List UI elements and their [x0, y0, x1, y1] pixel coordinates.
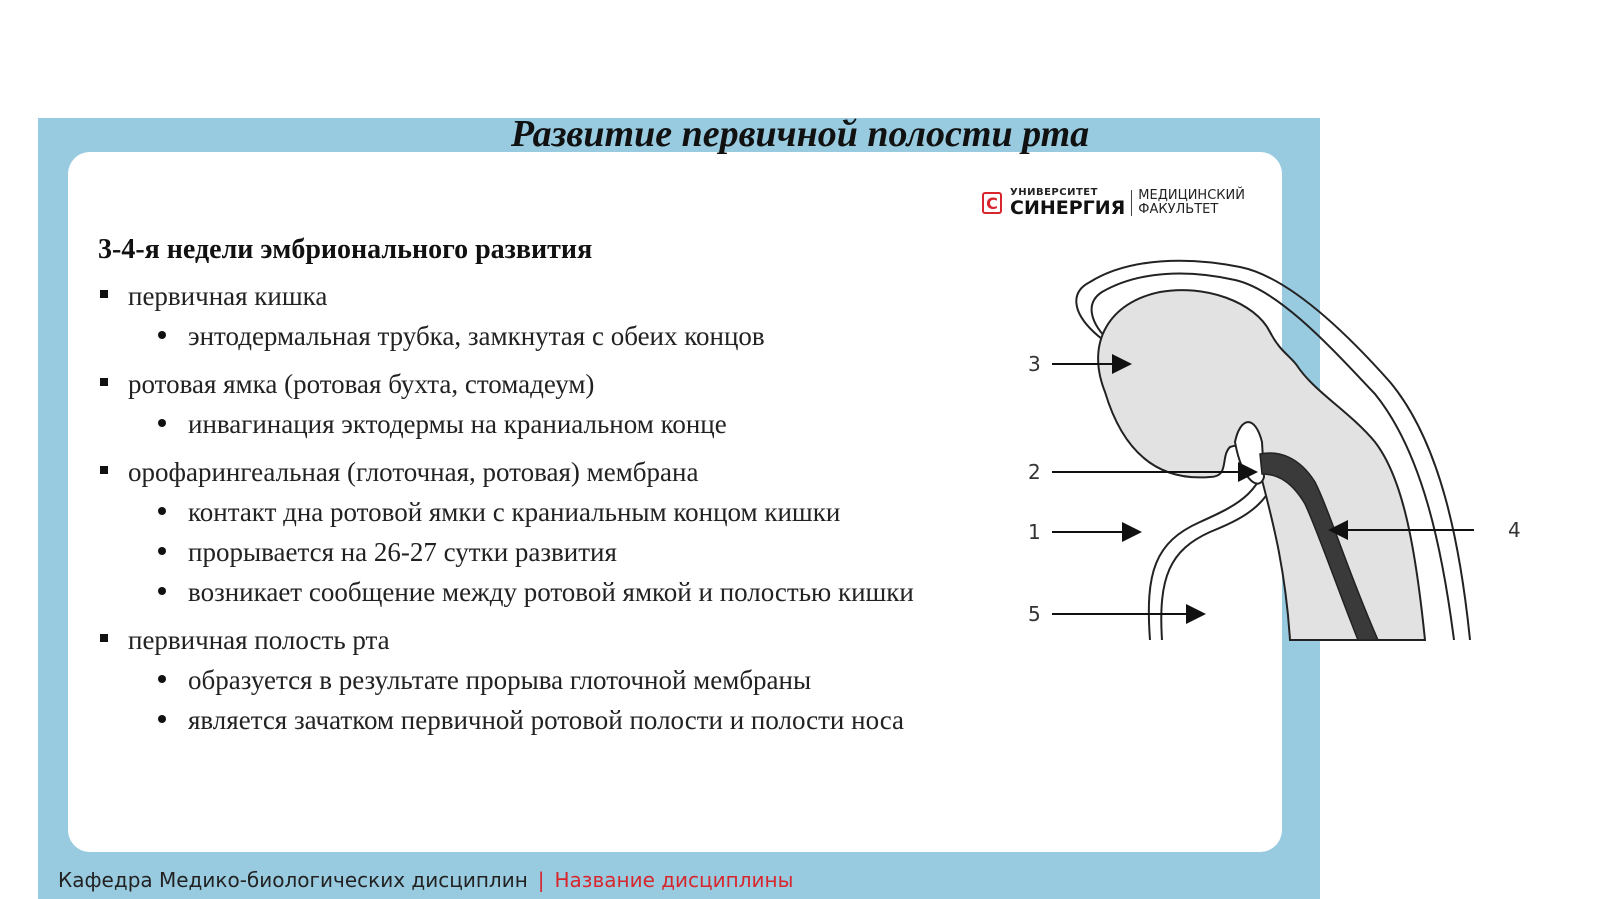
round-bullet-icon — [158, 507, 166, 515]
list-item: первичная полость рта — [98, 620, 1018, 660]
sub-list-item: прорывается на 26-27 сутки развития — [98, 532, 1018, 572]
logo-left-text — [1010, 188, 1125, 218]
footer-discipline: Название дисциплины — [554, 868, 794, 892]
round-bullet-icon — [158, 331, 166, 339]
footer-department: Кафедра Медико-биологических дисциплин — [58, 868, 528, 892]
logo-right-text — [1138, 189, 1245, 216]
slide-content — [98, 234, 1018, 740]
university-logo — [982, 188, 1245, 218]
logo-right2: ФАКУЛЬТЕТ — [1138, 202, 1219, 217]
logo-line2: СИНЕРГИЯ — [1010, 197, 1126, 219]
round-bullet-icon — [158, 715, 166, 723]
embryo-diagram — [1030, 242, 1550, 662]
sub-list-item: является зачатком первичной ротовой полости и полости носа — [98, 700, 1018, 740]
logo-mark-icon: С — [982, 192, 1002, 214]
round-bullet-icon — [158, 587, 166, 595]
list-item: ротовая ямка (ротовая бухта, стомадеум) — [98, 364, 1018, 404]
square-bullet-icon — [100, 466, 108, 474]
label-3: 3 — [1028, 352, 1041, 376]
slide-title: Развитие первичной полости рта — [510, 113, 1090, 155]
round-bullet-icon — [158, 675, 166, 683]
sub-list-item: энтодермальная трубка, замкнутая с обеих концов — [98, 316, 1018, 356]
square-bullet-icon — [100, 634, 108, 642]
list-item: орофарингеальная (глоточная, ротовая) мембрана — [98, 452, 1018, 492]
round-bullet-icon — [158, 419, 166, 427]
slide-footer — [58, 868, 793, 892]
list-item: первичная кишка — [98, 276, 1018, 316]
logo-line1: УНИВЕРСИТЕТ — [1010, 187, 1098, 198]
label-5: 5 — [1028, 602, 1041, 626]
label-2: 2 — [1028, 460, 1041, 484]
logo-separator — [1131, 190, 1132, 216]
label-4: 4 — [1508, 518, 1521, 542]
sub-list-item: инвагинация эктодермы на краниальном конце — [98, 404, 1018, 444]
sub-list-item: образуется в результате прорыва глоточной мембраны — [98, 660, 1018, 700]
square-bullet-icon — [100, 378, 108, 386]
footer-separator: | — [537, 868, 545, 892]
content-heading: 3-4-я недели эмбрионального развития — [98, 234, 593, 265]
sub-list-item: контакт дна ротовой ямки с краниальным концом кишки — [98, 492, 1018, 532]
round-bullet-icon — [158, 547, 166, 555]
embryo-diagram-svg — [1030, 242, 1550, 662]
logo-right1: МЕДИЦИНСКИЙ — [1138, 188, 1245, 204]
label-1: 1 — [1028, 520, 1041, 544]
sub-list-item: возникает сообщение между ротовой ямкой и полостью кишки — [98, 572, 1018, 612]
square-bullet-icon — [100, 290, 108, 298]
